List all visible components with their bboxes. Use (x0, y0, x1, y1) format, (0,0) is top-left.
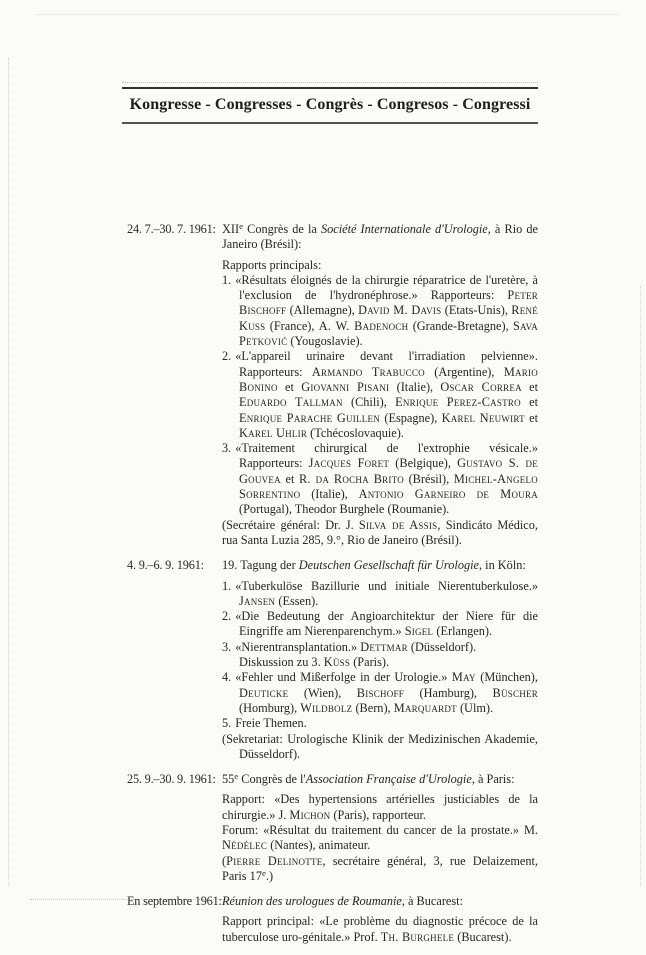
person-name: Antonio Garneiro de Moura (358, 487, 538, 502)
entry-date: 4. 9.–6. 9. 1961: (127, 558, 204, 573)
person-name: Eduardo Tallman (239, 395, 343, 410)
text-segment: Association Française d'Urologie (305, 772, 472, 787)
text-segment: 19. Tagung der (222, 558, 299, 573)
text-segment: Réunion des urologues de Roumanie (222, 894, 402, 909)
text-segment: et (524, 410, 538, 425)
text-segment: (Bern), (352, 700, 394, 715)
entry-paragraph (222, 914, 538, 945)
text-segment: «Nierentransplantation.» (235, 639, 361, 654)
text-segment: Forum: «Résultat du traitement du cancer de la prostate.» M. (222, 822, 538, 837)
entry-body (222, 772, 538, 884)
text-segment: Deutschen Gesellschaft für Urologie (298, 558, 479, 573)
text-segment: (Allemagne), (286, 303, 359, 318)
text-segment: Congrès de la (243, 222, 321, 236)
text-segment: «Tuberkulöse Bazillurie und initiale Nierentuberkulose.» (235, 578, 538, 593)
person-name: Enrique Parache Guillen (239, 410, 381, 425)
text-segment: (Essen). (275, 593, 319, 608)
page-header (122, 87, 538, 124)
person-name: Michon (289, 807, 331, 822)
text-segment: (Chili), (342, 395, 396, 410)
person-name: Wildbolz (300, 700, 353, 715)
person-name: Nédélec (222, 838, 268, 853)
text-segment: (Paris), rapporteur. (330, 807, 426, 822)
person-name: Sava Petković (239, 318, 538, 349)
entry-date: 24. 7.–30. 7. 1961: (127, 222, 216, 236)
person-name: R. da Rocha Brito (298, 471, 404, 486)
entry-body (222, 558, 538, 762)
text-segment: e (239, 221, 244, 231)
text-segment: (Homburg), (239, 700, 301, 715)
person-name: Karel Neuwirt (441, 410, 525, 425)
text-segment: ( (222, 853, 227, 868)
text-segment: 55 (222, 772, 235, 787)
text-segment: (Espagne), (380, 410, 442, 425)
entry-body (222, 222, 538, 548)
text-segment: e (261, 867, 266, 878)
congress-entry (122, 894, 538, 945)
entry-paragraph (222, 655, 538, 670)
entry-list-item (222, 716, 538, 731)
person-name: Küss (323, 655, 351, 670)
text-segment: et (520, 395, 539, 410)
person-name: Deuticke (239, 685, 289, 700)
text-segment: «Traitement chirurgical de l'extrophie vésicale.» Rapporteurs: (235, 441, 538, 471)
text-segment: «Résultats éloignés de la chirurgie réparatrice de l'uretère, à l'exclusion de l'hydronéphrose.» Rapporteurs: (235, 272, 538, 303)
person-name: May (451, 670, 476, 685)
entry-list-item (222, 273, 538, 349)
entry-title (222, 222, 538, 253)
item-number: 2. (222, 609, 232, 624)
text-segment: , à Rio de Janeiro (Brésil): (222, 222, 538, 252)
person-name: René Kuss (239, 303, 538, 333)
text-segment: (Erlangen). (433, 624, 493, 639)
text-segment: (Yougoslavie). (287, 334, 363, 349)
item-number: 3. (222, 639, 232, 654)
text-segment: , secrétaire général, 3, rue Delaizement, Paris 17 (222, 853, 538, 883)
text-segment: e (234, 771, 239, 782)
item-number: 5. (222, 716, 232, 731)
person-name: Enrique Perez-Castro (395, 395, 521, 410)
person-name: Giovanni Pisani (301, 379, 390, 394)
text-segment: (Etats-Unis), (441, 303, 512, 318)
entry-paragraph (222, 258, 538, 273)
person-name: Gustavo S. de Gouvea (239, 456, 539, 486)
person-name: A. W. Badenoch (318, 318, 409, 333)
person-name: Oscar Correa (440, 379, 522, 394)
text-segment: et (280, 471, 299, 486)
scan-artifact-top-line (36, 14, 620, 15)
entry-title (222, 558, 538, 573)
text-segment: (Wien), (288, 685, 357, 700)
text-segment: (Nantes), animateur. (267, 838, 371, 853)
text-segment: (Ulm). (456, 700, 494, 715)
entry-note (222, 518, 538, 549)
person-name: Marquardt (393, 700, 457, 715)
entry-paragraph (222, 823, 538, 854)
text-segment: «Die Bedeutung der Angioarchitektur der Niere für die Eingriffe am Nierenparenchym.» (235, 609, 538, 639)
text-segment: (München), (475, 670, 538, 685)
text-segment: (Secrétaire général: Dr. J. (222, 517, 359, 532)
item-number: 1. (222, 272, 232, 287)
text-segment: Société Internationale d'Urologie (320, 222, 488, 236)
text-segment: et (521, 379, 539, 394)
entry-note (222, 732, 538, 763)
text-segment: (Hamburg), (404, 685, 493, 700)
text-segment: XII (222, 222, 240, 236)
text-segment: (Italie), (389, 379, 441, 394)
text-segment: (Paris). (350, 655, 390, 670)
person-name: Büscher (492, 685, 538, 700)
congress-entry (122, 772, 538, 884)
text-segment: (Düsseldorf). (407, 639, 477, 654)
text-segment: (Portugal), Theodor Burghele (Roumanie). (239, 502, 450, 517)
person-name: Jansen (239, 593, 276, 608)
entry-blocks (222, 914, 538, 945)
person-name: Karel Uhlir (239, 425, 308, 440)
person-name: Armando Trabucco (311, 364, 425, 379)
text-segment: (Sekretariat: Urologische Klinik der Medizinischen Akademie, Düsseldorf). (222, 731, 538, 761)
text-segment: (Belgique), (389, 456, 458, 471)
text-segment: (France), (265, 318, 319, 333)
header-faint-rule (122, 82, 538, 83)
person-name: Pierre Delinotte (226, 853, 323, 868)
entry-list-item (222, 670, 538, 716)
text-segment: , Sindicáto Médico, rua Santa Luzia 285, 9.°, Rio de Janeiro (Brésil). (222, 517, 538, 547)
scan-artifact-right-line (640, 286, 641, 886)
person-name: Dettmar (360, 639, 408, 654)
person-name: Sigel (404, 624, 434, 639)
text-segment: Diskussion zu 3. (239, 655, 324, 670)
person-name: Peter Bischoff (239, 288, 538, 318)
scan-artifact-left-line (8, 58, 9, 886)
person-name: Jacques Foret (308, 456, 390, 471)
entry-blocks (222, 579, 538, 763)
congress-entries-list (122, 222, 538, 945)
text-segment: et (277, 379, 302, 394)
entry-body (222, 894, 538, 945)
text-segment: (Tchécoslovaquie). (307, 425, 404, 440)
entry-title (222, 894, 538, 909)
entry-blocks (222, 792, 538, 884)
page-title: Kongresse - Congresses - Congrès - Congresos - Congressi (129, 96, 531, 113)
text-segment: (Italie), (300, 487, 359, 502)
entry-title (222, 772, 538, 787)
entry-paragraph (222, 792, 538, 823)
person-name: Silva de Assis (358, 517, 438, 532)
text-segment: , à Bucarest: (401, 894, 463, 909)
entry-date: 25. 9.–30. 9. 1961: (127, 772, 216, 787)
congress-entry (122, 222, 538, 548)
entry-list-item (222, 609, 538, 640)
entry-list-item (222, 441, 538, 517)
entry-date: En septembre 1961: (127, 894, 222, 909)
person-name: Th. Burghele (380, 929, 455, 944)
item-number: 1. (222, 578, 232, 593)
text-segment: (Bucarest). (454, 929, 512, 944)
entry-blocks (222, 258, 538, 549)
entry-list-item (222, 349, 538, 441)
person-name: Bischoff (356, 685, 405, 700)
person-name: Mario Bonino (239, 364, 538, 394)
text-segment: Rapport principal: «Le problème du diagnostic précoce de la tuberculose uro-génitale.» Prof. (222, 914, 538, 944)
text-segment: Congrès de l' (238, 772, 306, 787)
text-segment: «Fehler und Mißerfolge in der Urologie.» (235, 670, 452, 685)
item-number: 2. (222, 349, 232, 364)
person-name: Michel-Angelo Sorrentino (239, 471, 538, 502)
entry-paragraph (222, 854, 538, 885)
text-segment: Rapports principals: (222, 257, 322, 272)
text-segment: , in Köln: (479, 558, 526, 573)
page-content (122, 82, 538, 955)
text-segment: (Grande-Bretagne), (408, 318, 513, 333)
item-number: 4. (222, 670, 232, 685)
text-segment: Freie Themen. (235, 716, 307, 731)
text-segment: «L'appareil urinaire devant l'irradiation pelvienne». Rapporteurs: (235, 349, 538, 379)
congress-entry (122, 558, 538, 762)
item-number: 3. (222, 441, 232, 456)
text-segment: (Brésil), (404, 471, 454, 486)
entry-list-item (222, 640, 538, 655)
text-segment: .) (265, 868, 274, 883)
text-segment: (Argentine), (424, 364, 504, 379)
text-segment: , à Paris: (471, 772, 515, 787)
entry-list-item (222, 579, 538, 610)
text-segment: Rapport: «Des hypertensions artérielles justiciables de la chirurgie.» J. (222, 792, 538, 822)
person-name: David M. Davis (358, 303, 442, 318)
